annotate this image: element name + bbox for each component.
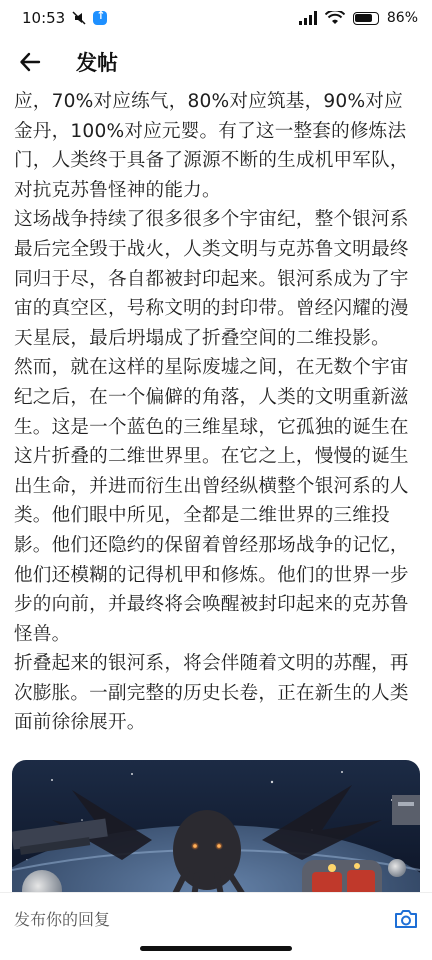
post-paragraph: 折叠起来的银河系，将会伴随着文明的苏醒，再次膨胀。一副完整的历史长卷，正在新生的人类面前徐徐展开。 (14, 653, 409, 734)
battery-percent: 86% (386, 10, 418, 26)
reply-bar (0, 892, 432, 944)
post-content[interactable] (0, 86, 432, 892)
battery-icon (353, 12, 379, 25)
post-paragraph: 应，70%对应练气，80%对应筑基，90%对应金丹，100%对应元婴。有了这一整套的修炼法门，人类终于具备了源源不断的生成机甲军队，对抗克苏鲁怪神的能力。 (14, 91, 409, 201)
page-title: 发帖 (76, 51, 118, 75)
post-body (14, 87, 420, 738)
space-battle-illustration (12, 760, 420, 892)
status-right (299, 10, 418, 26)
post-image[interactable] (12, 760, 420, 892)
arrow-left-icon (19, 51, 41, 73)
back-button[interactable] (16, 48, 44, 76)
status-left (22, 9, 107, 27)
reply-input[interactable]: 发布你的回复 (14, 910, 111, 929)
app-notification-icon (93, 11, 107, 25)
battery-level (355, 14, 372, 22)
mute-icon (71, 10, 87, 26)
post-paragraph: 然而，就在这样的星际废墟之间，在无数个宇宙纪之后，在一个偏僻的角落，人类的文明重新滋生。这是一个蓝色的三维星球，它孤独的诞生在这片折叠的二维世界里。在它之上，慢慢的诞生出生命，并进而衍生出曾经纵横整个银河系的人类。他们眼中所见，全都是二维世界的三维投影。他们还隐约的保留着曾经那场战争的记忆，他们还模糊的记得机甲和修炼。他们的世界一步步的向前，并最终将会唤醒被封印起来的克苏鲁怪兽。 (14, 357, 409, 645)
nav-bar (0, 38, 432, 86)
wifi-icon (325, 11, 345, 25)
gesture-bar[interactable] (140, 946, 292, 951)
status-time: 10:53 (22, 9, 66, 27)
post-paragraph: 这场战争持续了很多很多个宇宙纪，整个银河系最后完全毁于战火，人类文明与克苏鲁文明最终同归于尽，各自都被封印起来。银河系成为了宇宙的真空区，号称文明的封印带。曾经闪耀的漫天星辰，最后坍塌成了折叠空间的二维投影。 (14, 209, 409, 349)
status-bar (0, 0, 432, 36)
signal-icon (299, 11, 317, 25)
camera-icon[interactable] (394, 908, 418, 930)
